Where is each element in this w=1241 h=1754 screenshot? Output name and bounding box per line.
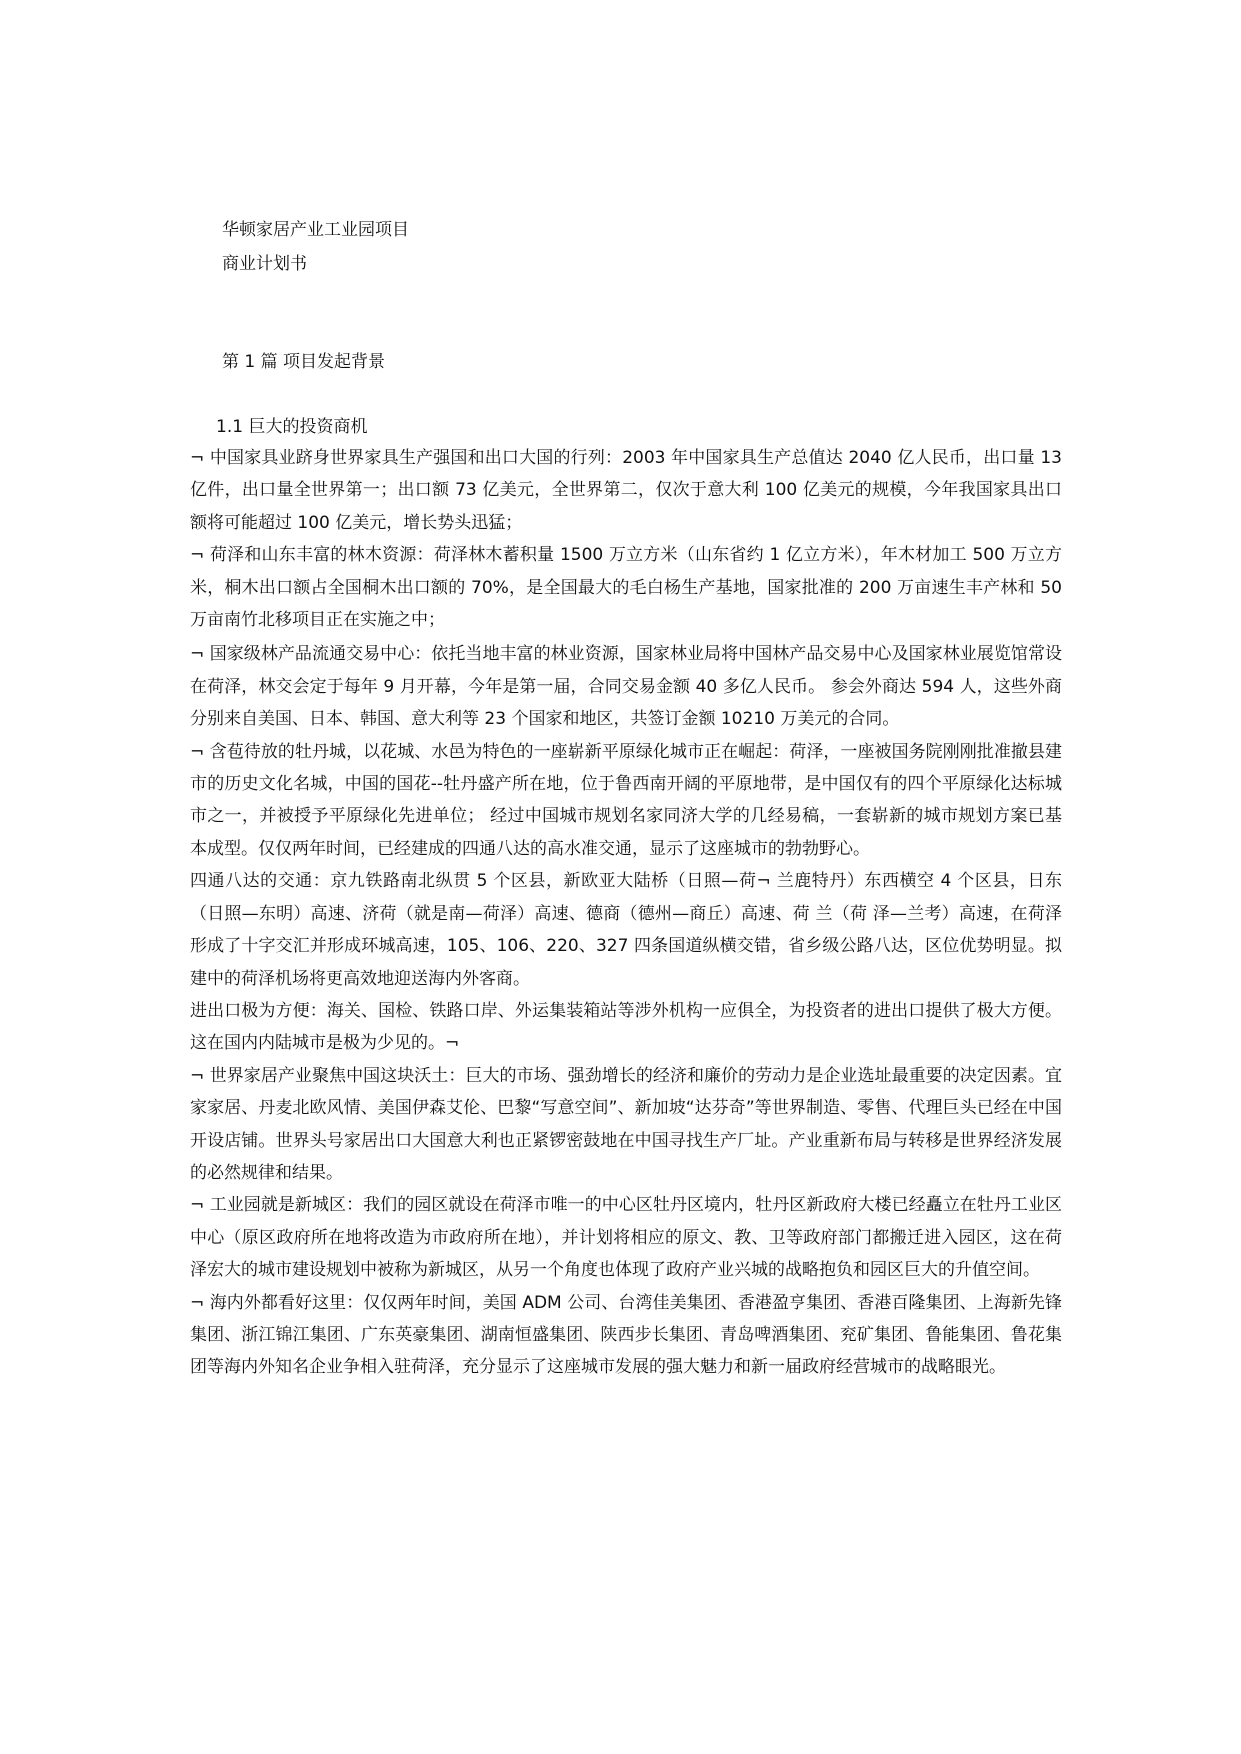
paragraph-global-furniture: ¬ 世界家居产业聚焦中国这块沃土：巨大的市场、强劲增长的经济和廉价的劳动力是企业选址最重要的决定因素。宜家家居、丹麦北欧风情、美国伊森艾伦、巴黎“写意空间”、新加坡“达芬奇”等世界制造、零售、代理巨头已经在中国开设店铺。世界头号家居出口大国意大利也正紧锣密鼓地在中国寻找生产厂址。产业重新布局与转移是世界经济发展的必然规律和结果。: [190, 1065, 1062, 1183]
paragraph-timber-resources: ¬ 荷泽和山东丰富的林木资源：荷泽林木蓄积量 1500 万立方米（山东省约 1 亿立方米），年木材加工 500 万立方米，桐木出口额占全国桐木出口额的 70%，是全国最大的毛白杨生产基地，国家批准的 200 万亩速生丰产林和 50 万亩南竹北移项目正在实施之中；: [190, 545, 1062, 631]
chapter-heading: 第 1 篇 项目发起背景: [222, 352, 386, 372]
paragraph-investors: ¬ 海内外都看好这里：仅仅两年时间，美国 ADM 公司、台湾佳美集团、香港盈亨集团、香港百隆集团、上海新先锋集团、浙江锦江集团、广东英豪集团、湖南恒盛集团、陕西步长集团、青岛啤酒集团、兖矿集团、鲁能集团、鲁花集团等海内外知名企业争相入驻荷泽，充分显示了这座城市发展的强大魅力和新一届政府经营城市的战略眼光。: [190, 1292, 1062, 1378]
paragraph-furniture-industry: ¬ 中国家具业跻身世界家具生产强国和出口大国的行列：2003 年中国家具生产总值达 2040 亿人民币，出口量 13 亿件，出口量全世界第一；出口额 73 亿美元，全世界第二，仅次于意大利 100 亿美元的规模，今年我国家具出口额将可能超过 100 亿美元，增长势头迅猛；: [190, 448, 1062, 533]
paragraph-industrial-park: ¬ 工业园就是新城区：我们的园区就设在荷泽市唯一的中心区牡丹区境内，牡丹区新政府大楼已经矗立在牡丹工业区中心（原区政府所在地将改造为市政府所在地），并计划将相应的原文、教、卫等政府部门都搬迁进入园区，这在荷泽宏大的城市建设规划中被称为新城区，从另一个角度也体现了政府产业兴城的战略抱负和园区巨大的升值空间。: [190, 1195, 1062, 1281]
document-title: 华顿家居产业工业园项目: [222, 220, 409, 240]
paragraph-peony-city: ¬ 含苞待放的牡丹城，以花城、水邑为特色的一座崭新平原绿化城市正在崛起：荷泽，一座被国务院刚刚批准撤县建市的历史文化名城，中国的国花--牡丹盛产所在地，位于鲁西南开阔的平原地带，是中国仅有的四个平原绿化达标城市之一，并被授予平原绿化先进单位； 经过中国城市规划名家同济大学的几经易稿，一套崭新的城市规划方案已基本成型。仅仅两年时间，已经建成的四通八达的高水准交通，显示了这座城市的勃勃野心。: [190, 741, 1062, 859]
paragraph-transportation: 四通八达的交通：京九铁路南北纵贯 5 个区县，新欧亚大陆桥（日照—荷¬ 兰鹿特丹）东西横空 4 个区县，日东（日照—东明）高速、济荷（就是南—荷泽）高速、德商（德州—商丘）高速、荷 兰（荷 泽—兰考）高速，在荷泽形成了十字交汇并形成环城高速，105、106、220、327 四条国道纵横交错，省乡级公路八达，区位优势明显。拟建中的荷泽机场将更高效地迎送海内外客商。: [190, 871, 1062, 989]
document-subtitle: 商业计划书: [222, 254, 307, 274]
paragraph-import-export: 进出口极为方便：海关、国检、铁路口岸、外运集装箱站等涉外机构一应俱全，为投资者的进出口提供了极大方便。这在国内内陆城市是极为少见的。¬: [190, 1000, 1062, 1054]
paragraph-forest-products-center: ¬ 国家级林产品流通交易中心：依托当地丰富的林业资源，国家林业局将中国林产品交易中心及国家林业展览馆常设在荷泽，林交会定于每年 9 月开幕，今年是第一届，合同交易金额 40 多亿人民币。 参会外商达 594 人，这些外商分别来自美国、日本、韩国、意大利等 23 个国家和地区，共签订金额 10210 万美元的合同。: [190, 644, 1062, 730]
body-text: [190, 442, 1062, 1384]
section-heading: 1.1 巨大的投资商机: [216, 417, 368, 437]
